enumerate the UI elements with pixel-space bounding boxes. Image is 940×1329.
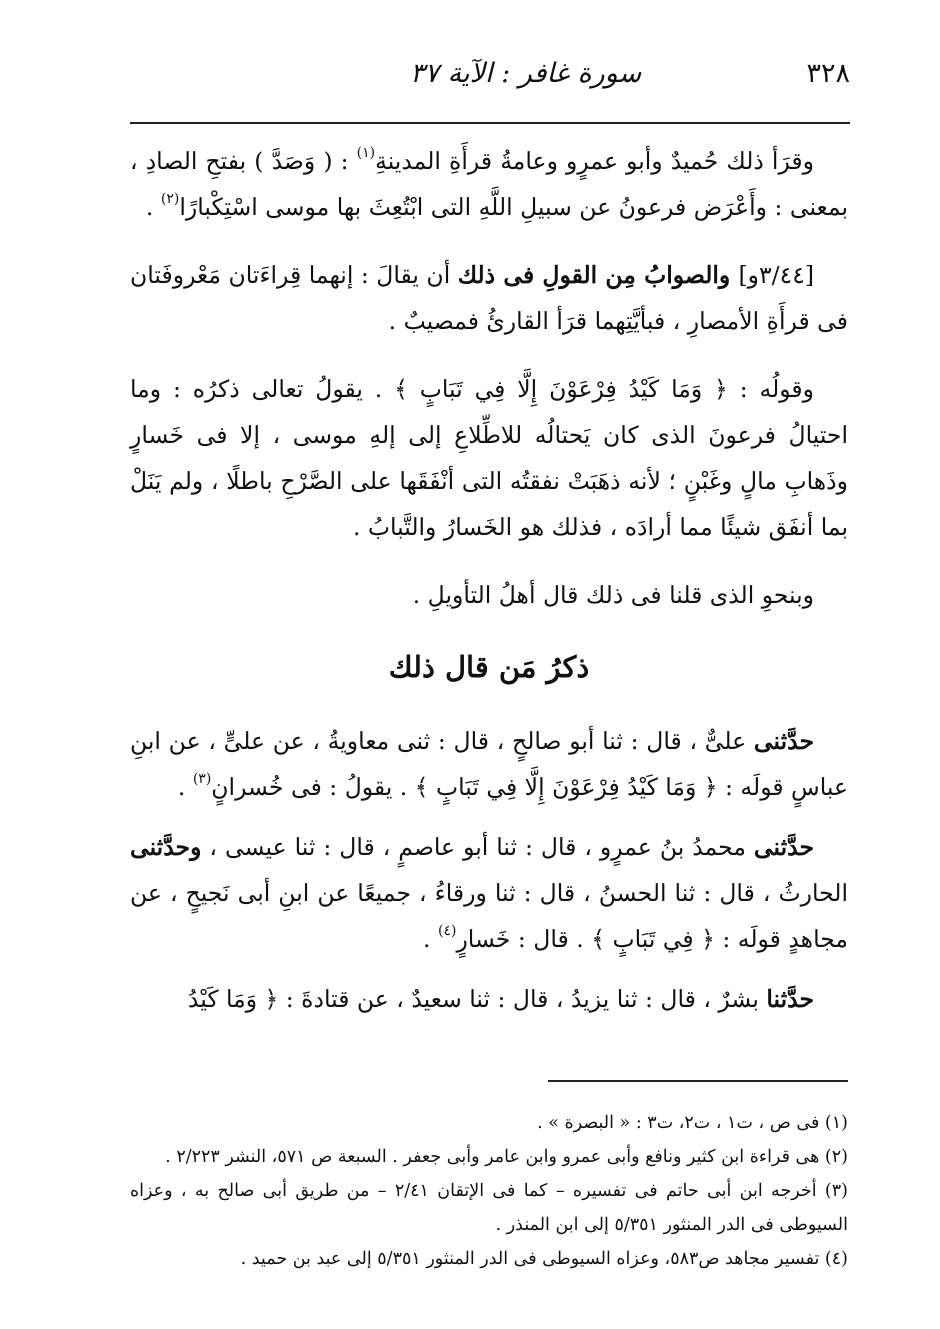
page-number: ٣٢٨ xyxy=(806,58,850,89)
bold-phrase: حدَّثنى xyxy=(753,727,814,755)
footnote-ref-4: (٤) xyxy=(437,923,457,939)
folio-marker: [٣/٤٤و] xyxy=(738,261,814,289)
quran-verse: ﴿ وَمَا كَيْدُ xyxy=(187,985,279,1013)
footnote-rule xyxy=(548,1080,848,1082)
bold-phrase: والصوابُ مِن القولِ فى ذلك xyxy=(457,261,739,289)
footnote-ref-1: (١) xyxy=(356,145,376,161)
bold-phrase: حدَّثنى xyxy=(753,833,814,861)
paragraph-6 xyxy=(130,824,848,962)
text-run: . xyxy=(177,773,193,801)
text-run: علىٌّ ، قال : ثنا أبو صالحٍ ، قال : ثنى معاويةُ ، عن علىٍّ ، عن ابنِ عباسٍ قولَه : xyxy=(130,727,848,801)
footnote-4: (٤) تفسير مجاهد ص٥٨٣، وعزاه السيوطى فى الدر المنثور ٥/٣٥١ إلى عبد بن حميد . xyxy=(240,1249,848,1269)
text-run: . xyxy=(423,925,438,953)
text-run: أن يقالَ : إنهما قِراءَتان مَعْروفَتان فى قرأَةِ الأمصارِ ، فبأيَّتِهما قرَأ القارئُ فمصيبٌ . xyxy=(130,261,848,335)
text-run: الحارثُ ، قال : ثنا الحسنُ ، قال : ثنا ورقاءُ ، جميعًا عن ابنِ أبى نَجيحٍ ، عن مجاهدٍ قولَه : xyxy=(130,879,848,953)
running-head: سورة غافر : الآية ٣٧ xyxy=(410,58,642,89)
text-run: محمدُ بنُ عمرٍو ، قال : ثنا أبو عاصمٍ ، قال : ثنا عيسى ، xyxy=(201,833,754,861)
footnote-ref-3: (٣) xyxy=(192,771,212,787)
text-run: . يقولُ تعالى ذكرُه : وما احتيالُ فرعونَ الذى كان يَحتالُه للاطِّلاعِ إلى إلهِ موسى ، إلا فى خَسارٍ وذَهابِ مالٍ وغَبْنٍ ؛ لأنه ذهَبَتْ نفقتُه التى أنْفَقَها على الصَّرْحِ باطلًا ، ولم يَنَلْ بما أنفَق شيئًا مما أرادَه ، فذلك هو الخَسارُ والتَّبابُ . xyxy=(130,375,848,541)
section-title: ذكرُ مَن قال ذلك xyxy=(388,650,590,684)
header-rule xyxy=(130,122,850,124)
footnote-1: (١) فى ص ، ت١ ، ت٢، ت٣ : « البصرة » . xyxy=(537,1113,848,1133)
footnote-3: (٣) أخرجه ابن أبى حاتم فى تفسيره – كما فى الإتقان ٢/٤١ – من طريق أبى صالح به ، وعزاه السيوطى فى الدر المنثور ٥/٣٥١ إلى ابن المنذر . xyxy=(130,1181,848,1235)
page-header xyxy=(130,52,850,96)
text-run: . xyxy=(145,193,161,221)
footnotes xyxy=(130,1106,848,1276)
text-run: : ( وَصَدَّ ) بفتحِ الصادِ ، بمعنى : وأَعْرَض فرعونُ عن سبيلِ اللَّهِ التى ابْتُعِثَ بها موسى اسْتِكْبارًا xyxy=(130,147,848,221)
text-run: وقولُه : xyxy=(727,375,814,403)
text-run: بشرٌ ، قال : ثنا يزيدُ ، قال : ثنا سعيدٌ ، عن قتادةَ : xyxy=(278,985,767,1013)
quran-verse: ﴿ فِي تَبَابٍ ﴾ xyxy=(591,925,715,953)
paragraph-1 xyxy=(130,138,848,230)
paragraph-4: وبنحوِ الذى قلنا فى ذلك قال أهلُ التأويلِ . xyxy=(412,581,814,609)
paragraph-3 xyxy=(130,366,848,550)
paragraph-7 xyxy=(130,976,848,1022)
text-run: وقرَأ ذلك حُميدٌ وأبو عمرٍو وعامةُ قرأَةِ المدينةِ xyxy=(375,147,815,175)
footnote-ref-2: (٢) xyxy=(160,191,180,207)
bold-phrase: وحدَّثنى xyxy=(130,833,202,861)
paragraph-5 xyxy=(130,718,848,810)
footnote-2: (٢) هى قراءة ابن كثير ونافع وأبى عمرو وابن عامر وأبى جعفر . السبعة ص ٥٧١، النشر ٢/٢٢٣ . xyxy=(165,1147,848,1167)
text-run: . قال : خَسارٍ xyxy=(456,925,592,953)
text-run: . يقولُ : فى خُسرانٍ xyxy=(211,773,415,801)
bold-phrase: حدَّثنا xyxy=(766,985,814,1013)
quran-verse: ﴿ وَمَا كَيْدُ فِرْعَوْنَ إِلَّا فِي تَبَابٍ ﴾ xyxy=(394,375,728,403)
main-text xyxy=(130,138,848,1036)
quran-verse: ﴿ وَمَا كَيْدُ فِرْعَوْنَ إِلَّا فِي تَبَابٍ ﴾ xyxy=(414,773,718,801)
paragraph-2 xyxy=(130,252,848,344)
